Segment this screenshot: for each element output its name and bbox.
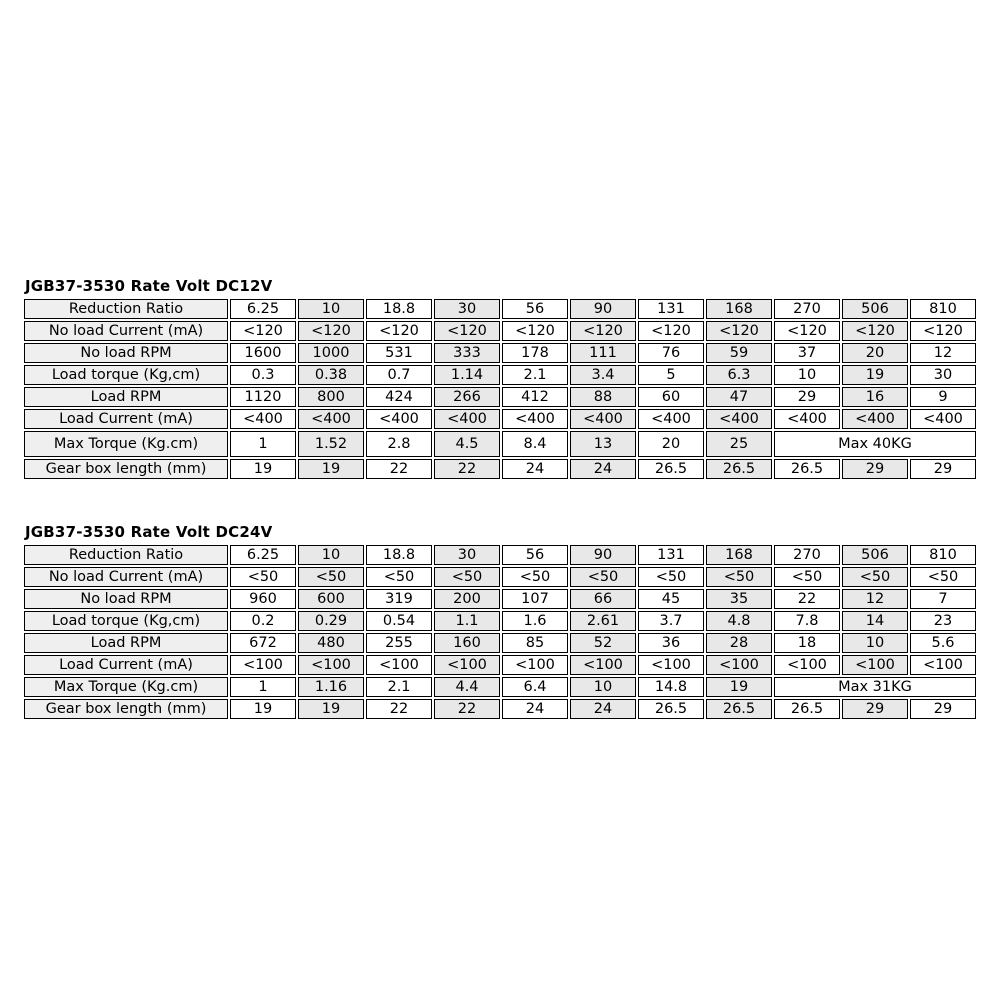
value-cell: 36 <box>638 633 704 653</box>
value-cell: 18.8 <box>366 299 432 319</box>
value-cell: <120 <box>842 321 908 341</box>
value-cell: 0.2 <box>230 611 296 631</box>
value-cell: 178 <box>502 343 568 363</box>
value-cell: <120 <box>706 321 772 341</box>
value-cell: <100 <box>434 655 500 675</box>
table-row <box>24 567 976 587</box>
value-cell: 29 <box>774 387 840 407</box>
value-cell: 960 <box>230 589 296 609</box>
value-cell: <400 <box>434 409 500 429</box>
value-cell: 12 <box>910 343 976 363</box>
value-cell: <400 <box>570 409 636 429</box>
value-cell: <50 <box>366 567 432 587</box>
row-label-cell: Load RPM <box>24 387 228 407</box>
value-cell: 18.8 <box>366 545 432 565</box>
value-cell: 29 <box>842 459 908 479</box>
value-cell: 8.4 <box>502 431 568 457</box>
value-cell: <120 <box>434 321 500 341</box>
value-cell: 47 <box>706 387 772 407</box>
value-cell: 26.5 <box>638 459 704 479</box>
value-cell: 6.25 <box>230 545 296 565</box>
value-cell: 672 <box>230 633 296 653</box>
value-cell: 24 <box>570 459 636 479</box>
row-label-cell: Reduction Ratio <box>24 299 228 319</box>
value-cell: 12 <box>842 589 908 609</box>
value-cell: <100 <box>706 655 772 675</box>
value-cell: 20 <box>638 431 704 457</box>
value-cell: 56 <box>502 299 568 319</box>
value-cell: 3.4 <box>570 365 636 385</box>
value-cell: 19 <box>230 459 296 479</box>
row-label-cell: Reduction Ratio <box>24 545 228 565</box>
value-cell: 131 <box>638 299 704 319</box>
value-cell: 26.5 <box>638 699 704 719</box>
value-cell: 14 <box>842 611 908 631</box>
value-cell: 35 <box>706 589 772 609</box>
table-title-dc12v: JGB37-3530 Rate Volt DC12V <box>25 277 273 295</box>
value-cell: 16 <box>842 387 908 407</box>
value-cell: 810 <box>910 299 976 319</box>
value-cell: 22 <box>434 699 500 719</box>
value-cell: 319 <box>366 589 432 609</box>
row-label-cell: Load Current (mA) <box>24 655 228 675</box>
value-cell: 10 <box>298 299 364 319</box>
value-cell: 18 <box>774 633 840 653</box>
table-row <box>24 655 976 675</box>
table-row <box>24 545 976 565</box>
value-cell: 19 <box>298 699 364 719</box>
value-cell: 14.8 <box>638 677 704 697</box>
value-cell: 1.16 <box>298 677 364 697</box>
value-cell: 111 <box>570 343 636 363</box>
value-cell: 168 <box>706 299 772 319</box>
row-label-cell: Load RPM <box>24 633 228 653</box>
value-cell: 1.14 <box>434 365 500 385</box>
value-cell: 800 <box>298 387 364 407</box>
value-cell: 26.5 <box>774 699 840 719</box>
value-cell: 1 <box>230 431 296 457</box>
table-section-dc24v <box>22 524 980 721</box>
value-cell: 10 <box>570 677 636 697</box>
value-cell: 1600 <box>230 343 296 363</box>
value-cell: <400 <box>774 409 840 429</box>
value-cell: 531 <box>366 343 432 363</box>
value-cell: <50 <box>706 567 772 587</box>
value-cell: 85 <box>502 633 568 653</box>
value-cell: 24 <box>502 699 568 719</box>
row-label-cell: No load RPM <box>24 589 228 609</box>
value-cell: 2.1 <box>366 677 432 697</box>
value-cell: 0.7 <box>366 365 432 385</box>
value-cell: 3.7 <box>638 611 704 631</box>
value-cell: 131 <box>638 545 704 565</box>
value-cell: <100 <box>366 655 432 675</box>
value-cell: <100 <box>910 655 976 675</box>
value-cell: <100 <box>638 655 704 675</box>
value-cell: <50 <box>434 567 500 587</box>
value-cell: 266 <box>434 387 500 407</box>
value-cell: 0.38 <box>298 365 364 385</box>
table-row <box>24 387 976 407</box>
value-cell: 168 <box>706 545 772 565</box>
value-cell: 1 <box>230 677 296 697</box>
value-cell: 56 <box>502 545 568 565</box>
spec-sheet-page <box>22 278 980 721</box>
value-cell: 29 <box>910 459 976 479</box>
value-cell: <120 <box>230 321 296 341</box>
value-cell: <50 <box>638 567 704 587</box>
value-cell: 90 <box>570 299 636 319</box>
value-cell: 270 <box>774 545 840 565</box>
value-cell: 6.3 <box>706 365 772 385</box>
value-cell: 29 <box>910 699 976 719</box>
value-cell: 10 <box>774 365 840 385</box>
value-cell: 107 <box>502 589 568 609</box>
value-cell: <100 <box>502 655 568 675</box>
value-cell: 22 <box>366 459 432 479</box>
value-cell: 5 <box>638 365 704 385</box>
value-cell: 19 <box>706 677 772 697</box>
table-section-dc12v <box>22 278 980 481</box>
value-cell: 20 <box>842 343 908 363</box>
value-cell: 255 <box>366 633 432 653</box>
value-cell: 333 <box>434 343 500 363</box>
value-cell: 506 <box>842 545 908 565</box>
value-cell: 160 <box>434 633 500 653</box>
value-cell: <100 <box>298 655 364 675</box>
value-cell: <400 <box>638 409 704 429</box>
row-label-cell: Load Current (mA) <box>24 409 228 429</box>
value-cell: 7.8 <box>774 611 840 631</box>
value-cell: 4.5 <box>434 431 500 457</box>
value-cell: 22 <box>366 699 432 719</box>
value-cell: <400 <box>366 409 432 429</box>
value-cell: <400 <box>502 409 568 429</box>
value-cell: 19 <box>842 365 908 385</box>
table-row <box>24 365 976 385</box>
value-cell: 270 <box>774 299 840 319</box>
value-cell: <100 <box>774 655 840 675</box>
value-cell: 2.8 <box>366 431 432 457</box>
value-cell: <120 <box>298 321 364 341</box>
row-label-cell: Gear box length (mm) <box>24 459 228 479</box>
value-cell: 4.4 <box>434 677 500 697</box>
value-cell: <400 <box>230 409 296 429</box>
row-label-cell: Load torque (Kg,cm) <box>24 611 228 631</box>
value-cell: 0.3 <box>230 365 296 385</box>
value-cell: 30 <box>434 545 500 565</box>
value-cell: 22 <box>434 459 500 479</box>
merged-value-cell: Max 31KG <box>774 677 976 697</box>
value-cell: 59 <box>706 343 772 363</box>
value-cell: 412 <box>502 387 568 407</box>
value-cell: <50 <box>502 567 568 587</box>
value-cell: 10 <box>298 545 364 565</box>
table-row <box>24 299 976 319</box>
value-cell: 5.6 <box>910 633 976 653</box>
value-cell: 2.1 <box>502 365 568 385</box>
value-cell: <400 <box>706 409 772 429</box>
value-cell: <50 <box>298 567 364 587</box>
value-cell: 26.5 <box>706 459 772 479</box>
value-cell: <50 <box>842 567 908 587</box>
row-label-cell: No load Current (mA) <box>24 321 228 341</box>
value-cell: 29 <box>842 699 908 719</box>
value-cell: 6.4 <box>502 677 568 697</box>
value-cell: 24 <box>502 459 568 479</box>
row-label-cell: No load Current (mA) <box>24 567 228 587</box>
value-cell: 1120 <box>230 387 296 407</box>
value-cell: <120 <box>570 321 636 341</box>
value-cell: 19 <box>230 699 296 719</box>
row-label-cell: Max Torque (Kg.cm) <box>24 431 228 457</box>
value-cell: <120 <box>366 321 432 341</box>
value-cell: 9 <box>910 387 976 407</box>
value-cell: 23 <box>910 611 976 631</box>
value-cell: <120 <box>774 321 840 341</box>
value-cell: 26.5 <box>774 459 840 479</box>
value-cell: <100 <box>570 655 636 675</box>
value-cell: 480 <box>298 633 364 653</box>
value-cell: <400 <box>842 409 908 429</box>
value-cell: <50 <box>774 567 840 587</box>
row-label-cell: Gear box length (mm) <box>24 699 228 719</box>
value-cell: 2.61 <box>570 611 636 631</box>
value-cell: 60 <box>638 387 704 407</box>
value-cell: <400 <box>298 409 364 429</box>
value-cell: <50 <box>910 567 976 587</box>
value-cell: 0.54 <box>366 611 432 631</box>
value-cell: 0.29 <box>298 611 364 631</box>
value-cell: 1.6 <box>502 611 568 631</box>
table-row <box>24 431 976 457</box>
value-cell: 19 <box>298 459 364 479</box>
table-row <box>24 459 976 479</box>
value-cell: 30 <box>910 365 976 385</box>
value-cell: 4.8 <box>706 611 772 631</box>
value-cell: 25 <box>706 431 772 457</box>
value-cell: 200 <box>434 589 500 609</box>
value-cell: 10 <box>842 633 908 653</box>
value-cell: 810 <box>910 545 976 565</box>
value-cell: 37 <box>774 343 840 363</box>
table-row <box>24 589 976 609</box>
table-row <box>24 321 976 341</box>
value-cell: 90 <box>570 545 636 565</box>
value-cell: 1000 <box>298 343 364 363</box>
value-cell: 1.52 <box>298 431 364 457</box>
value-cell: 7 <box>910 589 976 609</box>
table-row <box>24 611 976 631</box>
table-row <box>24 409 976 429</box>
value-cell: <120 <box>638 321 704 341</box>
table-row <box>24 699 976 719</box>
value-cell: <100 <box>842 655 908 675</box>
value-cell: <100 <box>230 655 296 675</box>
row-label-cell: Max Torque (Kg.cm) <box>24 677 228 697</box>
value-cell: <120 <box>910 321 976 341</box>
value-cell: 66 <box>570 589 636 609</box>
value-cell: 30 <box>434 299 500 319</box>
row-label-cell: Load torque (Kg,cm) <box>24 365 228 385</box>
spec-table-dc24v <box>22 543 978 721</box>
table-row <box>24 677 976 697</box>
merged-value-cell: Max 40KG <box>774 431 976 457</box>
value-cell: 24 <box>570 699 636 719</box>
table-title-dc24v: JGB37-3530 Rate Volt DC24V <box>25 523 273 541</box>
value-cell: 28 <box>706 633 772 653</box>
value-cell: 1.1 <box>434 611 500 631</box>
table-row <box>24 633 976 653</box>
value-cell: 6.25 <box>230 299 296 319</box>
value-cell: <120 <box>502 321 568 341</box>
spec-table-dc12v <box>22 297 978 481</box>
table-row <box>24 343 976 363</box>
value-cell: 45 <box>638 589 704 609</box>
value-cell: 76 <box>638 343 704 363</box>
value-cell: 52 <box>570 633 636 653</box>
value-cell: 13 <box>570 431 636 457</box>
value-cell: 26.5 <box>706 699 772 719</box>
value-cell: <400 <box>910 409 976 429</box>
value-cell: 88 <box>570 387 636 407</box>
value-cell: 22 <box>774 589 840 609</box>
value-cell: <50 <box>230 567 296 587</box>
row-label-cell: No load RPM <box>24 343 228 363</box>
value-cell: 600 <box>298 589 364 609</box>
value-cell: 424 <box>366 387 432 407</box>
value-cell: <50 <box>570 567 636 587</box>
value-cell: 506 <box>842 299 908 319</box>
